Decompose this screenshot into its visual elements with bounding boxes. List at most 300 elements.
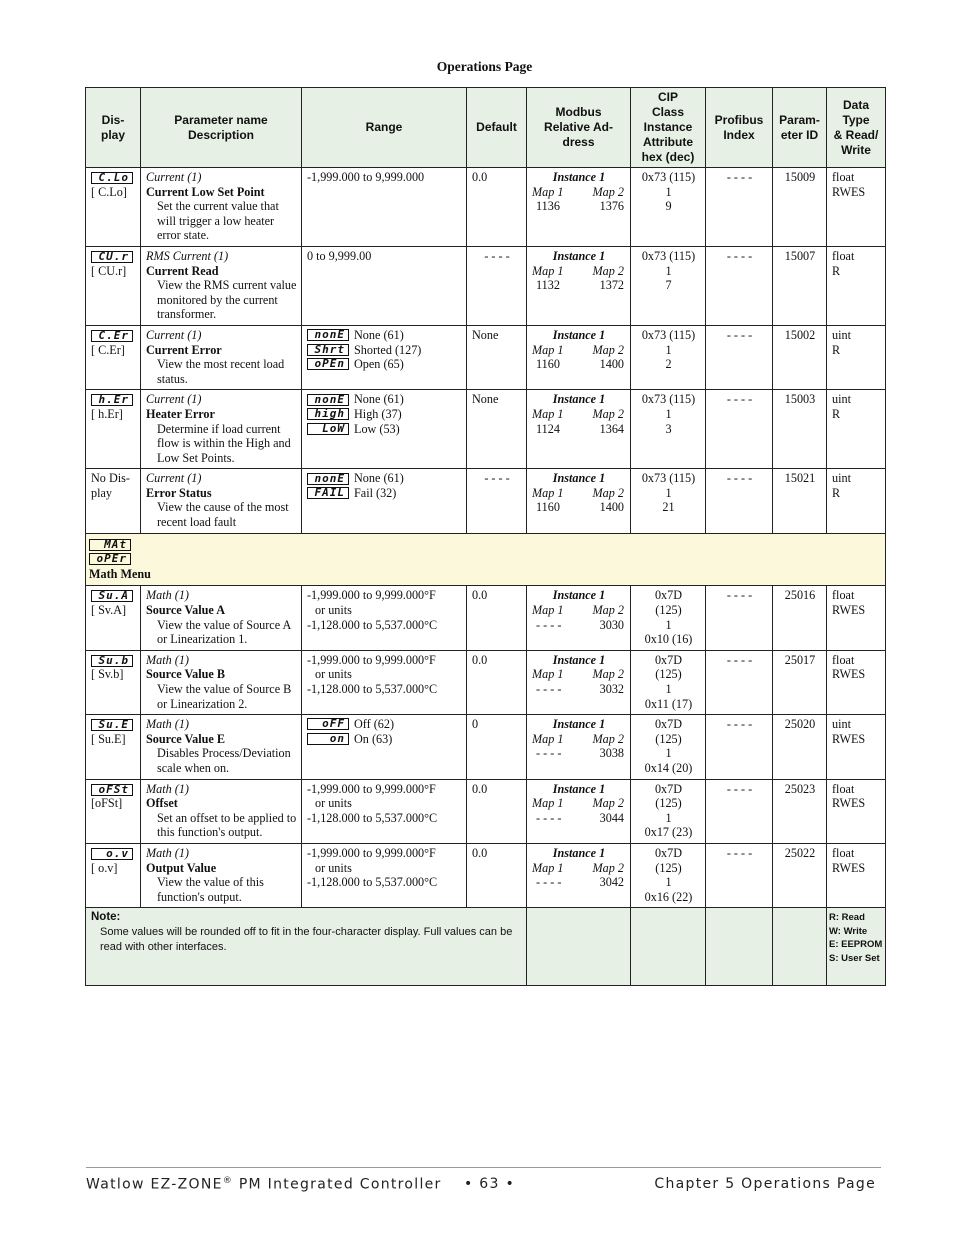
modbus-map-values — [532, 811, 626, 826]
default-cell: None — [467, 325, 527, 389]
cip-value: 0x7D — [654, 845, 683, 860]
cip-value: (125) — [655, 603, 682, 618]
parameter-category: Math (1) — [146, 652, 189, 667]
range-option — [307, 343, 462, 358]
modbus-map-values — [532, 500, 626, 515]
range-text: -1,128.000 to 5,537.000°C — [307, 682, 438, 696]
data-type-cell — [827, 246, 886, 325]
legend-item: E: EEPROM — [829, 939, 883, 951]
menu-lcd-code: MAt — [89, 539, 131, 551]
cip-value: 9 — [665, 199, 672, 214]
map1-label: Map 1 — [532, 406, 564, 421]
map2-label: Map 2 — [592, 731, 624, 746]
modbus-map-labels — [532, 343, 626, 358]
read-write: RWES — [832, 667, 866, 682]
display-lcd-code: Su.E — [91, 719, 133, 731]
range-text: 0 to 9,999.00 — [307, 248, 372, 263]
cip-cell — [631, 715, 706, 779]
parameter-category: Math (1) — [146, 588, 189, 603]
default-cell: 0.0 — [467, 843, 527, 907]
data-type-cell — [827, 650, 886, 714]
data-type-cell — [827, 390, 886, 469]
parameter-category: Current (1) — [146, 392, 202, 407]
parameter-category: Current (1) — [146, 170, 202, 184]
modbus-cell — [527, 586, 631, 650]
parameter-description: View the value of Source A or Linearization 1. — [157, 617, 291, 647]
range-cell — [302, 325, 467, 389]
range-option — [307, 392, 462, 407]
profibus-cell: - - - - — [706, 843, 773, 907]
header-display: Dis- play — [86, 88, 141, 168]
display-cell — [86, 246, 141, 325]
display-code-text: [ C.Lo] — [91, 184, 127, 199]
range-cell — [302, 715, 467, 779]
profibus-cell: - - - - — [706, 325, 773, 389]
map2-value: 3038 — [599, 746, 624, 761]
cip-value: 3 — [665, 421, 672, 436]
legend-item: W: Write — [829, 925, 868, 937]
range-option-text: Off (62) — [354, 717, 395, 732]
data-type: float — [832, 652, 855, 667]
display-cell — [86, 168, 141, 247]
display-cell — [86, 469, 141, 533]
legend-item: S: User Set — [829, 952, 880, 964]
modbus-map-labels — [532, 486, 626, 501]
modbus-cell — [527, 779, 631, 843]
parameter-name: Current Error — [146, 342, 222, 357]
parameter-category: Current (1) — [146, 327, 202, 342]
table-row — [86, 469, 886, 533]
map1-value: 1160 — [536, 357, 560, 372]
map1-value: - - - - — [536, 875, 562, 890]
cip-value: 21 — [662, 500, 675, 515]
modbus-map-values — [532, 357, 626, 372]
cip-value: 2 — [665, 357, 672, 372]
modbus-instance: Instance 1 — [552, 781, 606, 796]
parameter-category: RMS Current (1) — [146, 248, 229, 263]
default-cell: - - - - — [467, 469, 527, 533]
range-text: or units — [315, 796, 352, 811]
modbus-map-labels — [532, 796, 626, 811]
data-type-cell — [827, 168, 886, 247]
cip-value: 1 — [665, 342, 672, 357]
data-type-cell — [827, 586, 886, 650]
map2-value: 3042 — [599, 875, 624, 890]
note-empty-cell — [706, 908, 773, 986]
parameter-id-cell: 25016 — [773, 586, 827, 650]
header-data-type: Data Type & Read/ Write — [827, 88, 886, 168]
modbus-map-labels — [532, 185, 626, 200]
map1-label: Map 1 — [532, 263, 564, 278]
range-cell — [302, 246, 467, 325]
range-option — [307, 732, 462, 747]
parameter-cell — [141, 843, 302, 907]
modbus-instance: Instance 1 — [552, 471, 606, 486]
map2-label: Map 2 — [592, 603, 624, 618]
range-option — [307, 471, 462, 486]
range-option-text: Low (53) — [354, 421, 400, 436]
cip-cell — [631, 779, 706, 843]
parameter-name: Error Status — [146, 485, 212, 500]
range-cell — [302, 650, 467, 714]
modbus-cell — [527, 168, 631, 247]
display-lcd-code: o.v — [91, 848, 133, 860]
cip-value: 0x10 (16) — [644, 632, 693, 647]
map1-value: 1136 — [536, 199, 560, 214]
range-option-text: Fail (32) — [354, 485, 397, 500]
data-type: uint — [832, 392, 851, 407]
display-lcd-code: h.Er — [91, 394, 133, 406]
modbus-cell — [527, 469, 631, 533]
parameter-id-cell: 25023 — [773, 779, 827, 843]
cip-value: 1 — [665, 184, 672, 199]
note-cell — [86, 908, 527, 986]
display-code-text: [ CU.r] — [91, 263, 127, 278]
parameter-name: Current Read — [146, 263, 219, 278]
map1-value: 1132 — [536, 278, 560, 293]
range-text: -1,128.000 to 5,537.000°C — [307, 617, 438, 632]
range-text: -1,128.000 to 5,537.000°C — [307, 875, 438, 890]
range-option-lcd: FAIL — [307, 487, 349, 499]
read-write: RWES — [832, 796, 866, 811]
range-option-lcd: nonE — [307, 394, 349, 406]
range-text: -1,999.000 to 9,999.000°F — [307, 588, 436, 603]
read-write: RWES — [832, 860, 866, 875]
cip-value: 0x17 (23) — [644, 825, 693, 840]
map2-value: 1372 — [599, 278, 624, 293]
cip-value: (125) — [655, 860, 682, 875]
data-type: uint — [832, 471, 851, 486]
data-type-cell — [827, 715, 886, 779]
parameter-id-cell: 15003 — [773, 390, 827, 469]
cip-value: 0x73 (115) — [641, 327, 696, 342]
table-row — [86, 390, 886, 469]
modbus-map-values — [532, 422, 626, 437]
modbus-map-values — [532, 682, 626, 697]
map2-label: Map 2 — [592, 184, 624, 199]
cip-value: (125) — [655, 796, 682, 811]
footer-page-number: • 63 • — [464, 1176, 516, 1192]
map1-value: - - - - — [536, 682, 562, 696]
data-type-cell — [827, 843, 886, 907]
cip-cell — [631, 325, 706, 389]
modbus-map-labels — [532, 732, 626, 747]
display-lcd-code: CU.r — [91, 251, 133, 263]
cip-value: 0x73 (115) — [641, 471, 696, 486]
map1-label: Map 1 — [532, 184, 564, 199]
cip-cell — [631, 168, 706, 247]
modbus-map-values — [532, 618, 626, 633]
math-menu-cell — [86, 533, 886, 586]
parameter-description: Disables Process/Deviation scale when on. — [157, 746, 291, 775]
display-lcd-code: Su.b — [91, 655, 133, 667]
parameter-id-cell: 15021 — [773, 469, 827, 533]
cip-value: 1 — [665, 406, 672, 421]
parameter-name: Source Value E — [146, 731, 226, 746]
display-code-text: [ o.v] — [91, 860, 118, 875]
range-text: -1,999.000 to 9,999.000°F — [307, 845, 436, 860]
default-cell: 0.0 — [467, 168, 527, 247]
parameter-cell — [141, 246, 302, 325]
modbus-map-labels — [532, 264, 626, 279]
range-option-lcd: oPEn — [307, 358, 349, 370]
data-type-cell — [827, 469, 886, 533]
range-cell — [302, 168, 467, 247]
parameter-description: View the RMS current value monitored by the current transformer. — [157, 278, 297, 322]
range-option — [307, 328, 462, 343]
range-option-lcd: high — [307, 408, 349, 420]
range-option-text: Open (65) — [354, 357, 404, 372]
map2-value: 1376 — [599, 199, 624, 214]
cip-value: 1 — [665, 682, 672, 696]
modbus-map-values — [532, 278, 626, 293]
range-option-text: High (37) — [354, 406, 402, 421]
range-option — [307, 357, 462, 372]
parameter-name: Output Value — [146, 860, 217, 875]
modbus-cell — [527, 650, 631, 714]
map2-label: Map 2 — [592, 860, 624, 875]
parameter-cell — [141, 586, 302, 650]
map1-value: 1124 — [536, 421, 560, 436]
range-option-text: Shorted (127) — [354, 342, 422, 357]
data-type: float — [832, 588, 855, 603]
modbus-cell — [527, 715, 631, 779]
table-row — [86, 246, 886, 325]
parameter-id-cell: 25020 — [773, 715, 827, 779]
header-modbus: Modbus Relative Ad- dress — [527, 88, 631, 168]
cip-cell — [631, 246, 706, 325]
table-row — [86, 779, 886, 843]
parameter-name: Heater Error — [146, 406, 215, 421]
parameter-category: Math (1) — [146, 845, 189, 860]
footer-product: Watlow EZ-ZONE® PM Integrated Controller — [86, 1176, 442, 1193]
cip-value: 7 — [665, 278, 672, 293]
map2-value: 3030 — [599, 617, 624, 632]
operations-table — [85, 87, 886, 986]
cip-value: 0x14 (20) — [644, 760, 693, 775]
display-code-text: [ C.Er] — [91, 342, 125, 357]
map1-label: Map 1 — [532, 731, 564, 746]
range-cell — [302, 390, 467, 469]
read-write: RWES — [832, 603, 866, 618]
display-cell — [86, 325, 141, 389]
profibus-cell: - - - - — [706, 779, 773, 843]
data-type: uint — [832, 717, 851, 732]
display-lcd-code: C.Lo — [91, 172, 133, 184]
cip-value: 0x7D — [654, 652, 683, 667]
header-param-id: Param- eter ID — [773, 88, 827, 168]
note-empty-cell — [631, 908, 706, 986]
range-cell — [302, 779, 467, 843]
parameter-description: Set an offset to be applied to this function's output. — [157, 810, 297, 840]
range-option-lcd: on — [307, 733, 349, 745]
range-text: -1,128.000 to 5,537.000°C — [307, 810, 438, 825]
display-lcd-code: oFSt — [91, 784, 133, 796]
read-write: R — [832, 485, 841, 500]
parameter-description: Set the current value that will trigger a low heater error state. — [157, 199, 279, 243]
display-code-text: [ h.Er] — [91, 406, 123, 421]
cip-value: 1 — [665, 617, 672, 632]
cip-value: 0x11 (17) — [644, 696, 693, 711]
cip-value: 0x16 (22) — [644, 889, 693, 904]
cip-value: 0x7D — [654, 588, 683, 603]
modbus-instance: Instance 1 — [552, 652, 606, 667]
range-option-text: On (63) — [354, 731, 393, 746]
display-lcd-code: C.Er — [91, 330, 133, 342]
display-cell — [86, 715, 141, 779]
range-text: -1,999.000 to 9,999.000°F — [307, 652, 436, 667]
parameter-id-cell: 15002 — [773, 325, 827, 389]
note-empty-cell — [527, 908, 631, 986]
modbus-instance: Instance 1 — [552, 170, 606, 184]
cip-cell — [631, 586, 706, 650]
table-row — [86, 586, 886, 650]
data-type: float — [832, 248, 855, 263]
map1-label: Map 1 — [532, 485, 564, 500]
cip-value: 0x7D — [654, 717, 683, 732]
cip-cell — [631, 843, 706, 907]
parameter-category: Current (1) — [146, 471, 202, 486]
range-option-lcd: Shrt — [307, 344, 349, 356]
cip-value: 1 — [665, 746, 672, 761]
modbus-map-labels — [532, 861, 626, 876]
range-cell — [302, 586, 467, 650]
parameter-name: Source Value B — [146, 667, 226, 682]
modbus-map-labels — [532, 407, 626, 422]
page-title: Operations Page — [436, 59, 533, 74]
profibus-cell: - - - - — [706, 390, 773, 469]
header-default: Default — [467, 88, 527, 168]
cip-value: 0x7D — [654, 781, 683, 796]
table-row — [86, 325, 886, 389]
display-code-text: [oFSt] — [91, 796, 123, 811]
range-option-text: None (61) — [354, 392, 404, 407]
map1-label: Map 1 — [532, 342, 564, 357]
range-option-lcd: oFF — [307, 718, 349, 730]
map1-value: 1160 — [536, 500, 560, 515]
modbus-instance: Instance 1 — [552, 588, 606, 603]
default-cell: 0 — [467, 715, 527, 779]
profibus-cell: - - - - — [706, 650, 773, 714]
no-display-text: No Dis- play — [91, 471, 130, 500]
modbus-map-labels — [532, 667, 626, 682]
range-text: or units — [315, 860, 352, 875]
default-cell: 0.0 — [467, 779, 527, 843]
math-menu-row — [86, 533, 886, 586]
note-row — [86, 908, 886, 986]
note-title: Note: — [91, 911, 121, 924]
cip-value: 1 — [665, 485, 672, 500]
note-empty-cell — [773, 908, 827, 986]
parameter-cell — [141, 779, 302, 843]
profibus-cell: - - - - — [706, 168, 773, 247]
modbus-cell — [527, 325, 631, 389]
header-cip: CIP Class Instance Attribute hex (dec) — [631, 88, 706, 168]
data-type-cell — [827, 779, 886, 843]
cip-cell — [631, 469, 706, 533]
cip-value: 0x73 (115) — [641, 248, 696, 263]
parameter-cell — [141, 325, 302, 389]
range-cell — [302, 843, 467, 907]
map1-value: - - - - — [536, 746, 562, 761]
display-cell — [86, 586, 141, 650]
parameter-description: View the cause of the most recent load fault — [157, 500, 289, 530]
legend-cell — [827, 908, 886, 986]
table-row — [86, 715, 886, 779]
parameter-id-cell: 15007 — [773, 246, 827, 325]
map1-label: Map 1 — [532, 796, 564, 811]
range-option-text: None (61) — [354, 471, 404, 486]
table-row — [86, 650, 886, 714]
modbus-map-values — [532, 199, 626, 214]
map1-label: Map 1 — [532, 603, 564, 618]
modbus-instance: Instance 1 — [552, 392, 606, 407]
profibus-cell: - - - - — [706, 586, 773, 650]
map2-label: Map 2 — [592, 406, 624, 421]
profibus-cell: - - - - — [706, 246, 773, 325]
map2-label: Map 2 — [592, 263, 624, 278]
range-text: or units — [315, 667, 352, 682]
legend-item: R: Read — [829, 912, 865, 924]
display-code-text: [ Su.E] — [91, 731, 126, 746]
parameter-description: Determine if load current flow is within the High and Low Set Points. — [157, 421, 291, 465]
profibus-cell: - - - - — [706, 469, 773, 533]
modbus-instance: Instance 1 — [552, 845, 606, 860]
parameter-id-cell: 15009 — [773, 168, 827, 247]
cip-cell — [631, 650, 706, 714]
cip-value: 0x73 (115) — [641, 392, 696, 407]
display-lcd-code: Su.A — [91, 590, 133, 602]
parameter-description: View the value of this function's output. — [157, 875, 264, 904]
cip-value: 1 — [665, 875, 672, 890]
modbus-map-labels — [532, 603, 626, 618]
map2-value: 1364 — [599, 421, 624, 436]
parameter-cell — [141, 390, 302, 469]
data-type: float — [832, 170, 855, 184]
map1-label: Map 1 — [532, 667, 564, 682]
default-cell: - - - - — [467, 246, 527, 325]
display-cell — [86, 843, 141, 907]
parameter-description: View the value of Source B or Linearization 2. — [157, 682, 292, 711]
data-type: float — [832, 781, 855, 796]
table-header-row — [86, 88, 886, 168]
range-option — [307, 717, 462, 732]
table-row — [86, 843, 886, 907]
parameter-cell — [141, 168, 302, 247]
parameter-name: Offset — [146, 796, 178, 811]
data-type: uint — [832, 327, 851, 342]
read-write: RWES — [832, 731, 866, 746]
header-range: Range — [302, 88, 467, 168]
footer-chapter: Chapter 5 Operations Page — [654, 1176, 876, 1192]
cip-value: (125) — [655, 667, 682, 682]
range-option — [307, 422, 462, 437]
header-profibus: Profibus Index — [706, 88, 773, 168]
cip-value: 1 — [665, 810, 672, 825]
modbus-instance: Instance 1 — [552, 248, 606, 263]
range-option-text: None (61) — [354, 327, 404, 342]
modbus-cell — [527, 246, 631, 325]
map2-value: 3032 — [599, 682, 624, 696]
math-menu-label: Math Menu — [89, 566, 151, 581]
parameter-category: Math (1) — [146, 717, 189, 732]
table-body — [86, 168, 886, 986]
parameter-cell — [141, 715, 302, 779]
map2-label: Map 2 — [592, 485, 624, 500]
parameter-id-cell: 25022 — [773, 843, 827, 907]
parameter-category: Math (1) — [146, 781, 189, 796]
default-cell: None — [467, 390, 527, 469]
